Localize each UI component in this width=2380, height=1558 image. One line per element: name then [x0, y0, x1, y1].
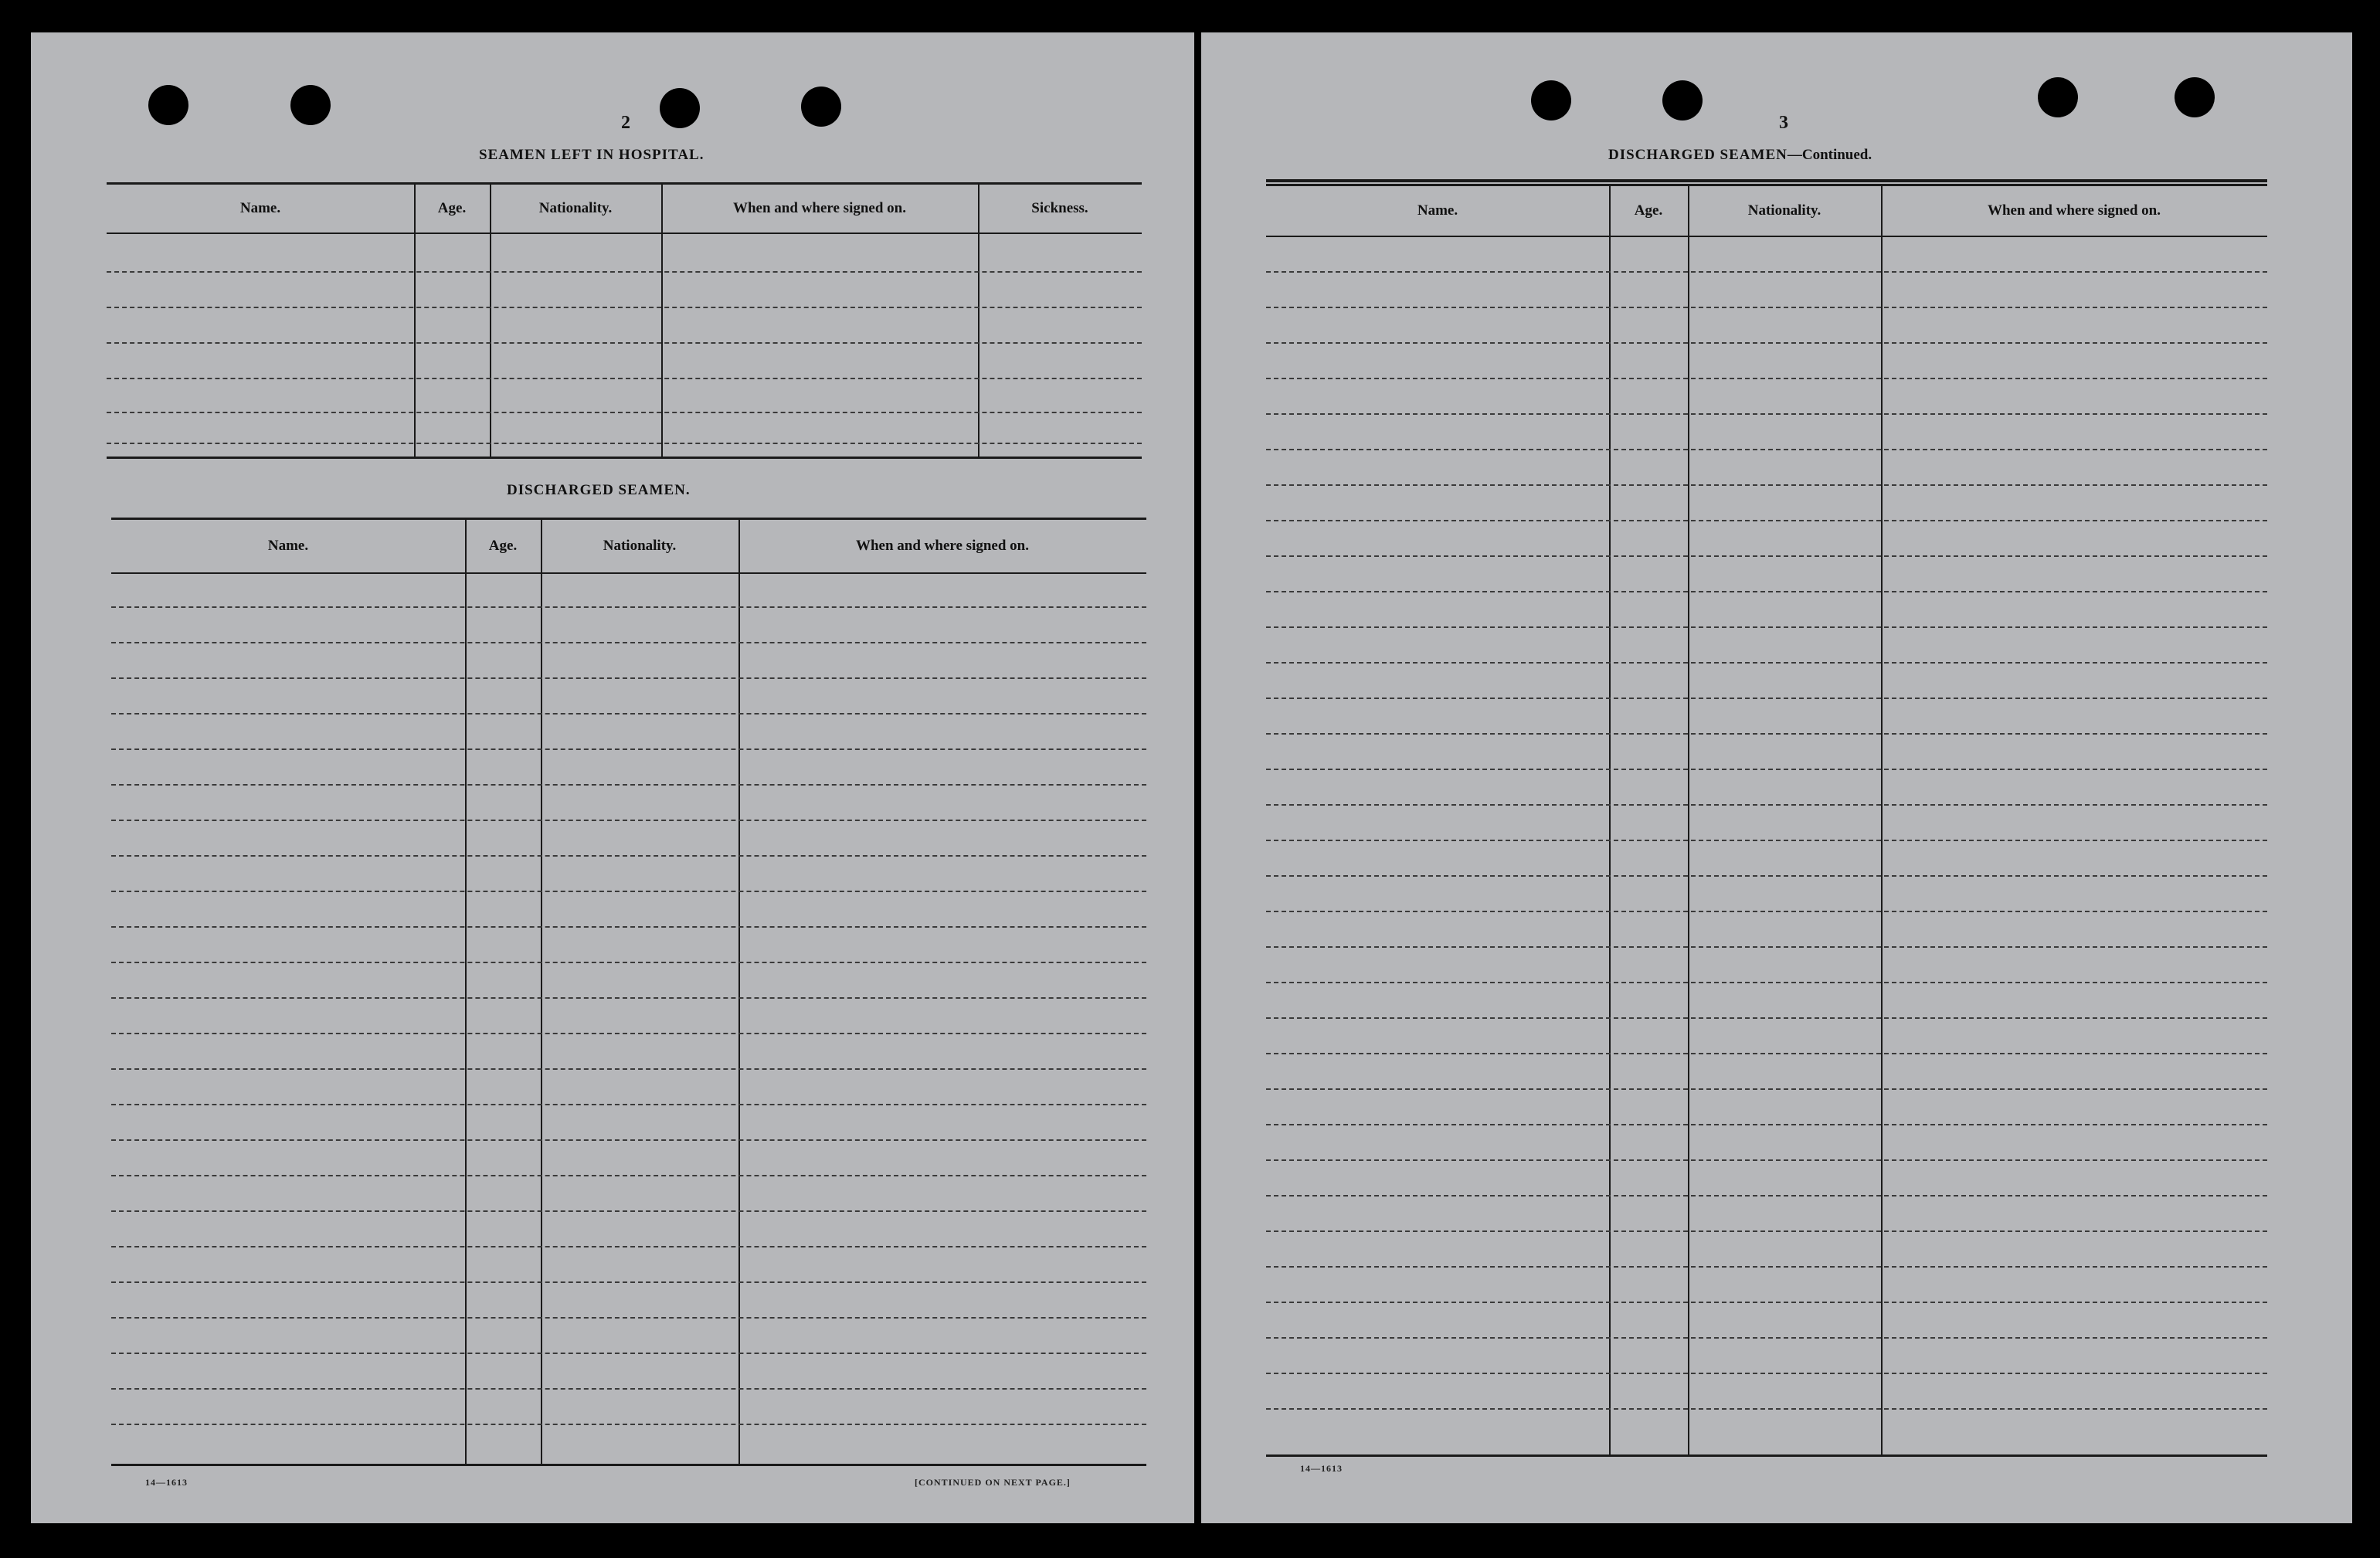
row-rule	[107, 342, 1142, 344]
discharged-table-header	[111, 520, 1146, 574]
column-header-age: Age.	[1634, 202, 1663, 219]
row-rule	[111, 1281, 1146, 1283]
column-divider	[1881, 186, 1883, 1454]
row-rule	[111, 713, 1146, 715]
row-rule	[111, 855, 1146, 857]
punch-hole	[148, 85, 188, 125]
row-rule	[107, 412, 1142, 413]
form-code: 14—1613	[145, 1477, 188, 1488]
column-divider	[978, 185, 980, 457]
row-rule	[111, 1139, 1146, 1141]
column-divider	[1688, 186, 1689, 1454]
column-divider	[414, 185, 416, 457]
row-rule	[111, 606, 1146, 608]
column-divider	[490, 185, 491, 457]
form-code: 14—1613	[1300, 1463, 1343, 1474]
row-rule	[111, 820, 1146, 821]
row-rule	[1266, 342, 2267, 344]
column-header-nationality: Nationality.	[538, 200, 613, 216]
row-rule	[1266, 1230, 2267, 1232]
left-page	[31, 32, 1194, 1523]
row-rule	[1266, 875, 2267, 877]
row-rule	[111, 962, 1146, 963]
row-rule	[1266, 307, 2267, 308]
row-rule	[111, 1246, 1146, 1247]
row-rule	[1266, 1408, 2267, 1410]
row-rule	[111, 1388, 1146, 1390]
row-rule	[1266, 626, 2267, 628]
row-rule	[111, 1104, 1146, 1105]
row-rule	[1266, 449, 2267, 450]
punch-hole	[2175, 77, 2215, 117]
punch-hole	[1531, 80, 1571, 120]
row-rule	[111, 642, 1146, 643]
row-rule	[1266, 1337, 2267, 1339]
section-title-main: DISCHARGED SEAMEN	[1608, 147, 1788, 163]
punch-hole	[801, 87, 841, 127]
row-rule	[1266, 520, 2267, 521]
column-header-age: Age.	[488, 538, 518, 554]
row-rule	[1266, 733, 2267, 735]
row-rule	[1266, 1266, 2267, 1268]
row-rule	[1266, 591, 2267, 592]
punch-hole	[1662, 80, 1703, 120]
row-rule	[111, 926, 1146, 928]
row-rule	[111, 1210, 1146, 1212]
continued-note: [CONTINUED ON NEXT PAGE.]	[915, 1477, 1071, 1488]
row-rule	[1266, 1302, 2267, 1303]
column-header-sickness: Sickness.	[1031, 200, 1088, 216]
row-rule	[1266, 1195, 2267, 1197]
row-rule	[107, 378, 1142, 379]
row-rule	[1266, 769, 2267, 770]
row-rule	[111, 784, 1146, 786]
row-rule	[1266, 698, 2267, 699]
discharged-table	[111, 518, 1146, 1466]
punch-hole	[660, 88, 700, 128]
row-rule	[1266, 804, 2267, 806]
column-header-nationality: Nationality.	[603, 538, 677, 554]
hospital-section-title: SEAMEN LEFT IN HOSPITAL.	[479, 147, 704, 163]
row-rule	[1266, 1159, 2267, 1161]
column-header-signed-on: When and where signed on.	[732, 200, 906, 216]
row-rule	[1266, 484, 2267, 486]
column-header-name: Name.	[1417, 202, 1458, 219]
row-rule	[1266, 662, 2267, 664]
column-divider	[1609, 186, 1611, 1454]
row-rule	[1266, 555, 2267, 557]
row-rule	[1266, 911, 2267, 912]
column-header-name: Name.	[239, 200, 281, 216]
row-rule	[1266, 840, 2267, 841]
row-rule	[1266, 1373, 2267, 1374]
row-rule	[107, 271, 1142, 273]
row-rule	[1266, 1088, 2267, 1090]
row-rule	[1266, 1017, 2267, 1019]
column-header-signed-on: When and where signed on.	[1987, 202, 2161, 219]
row-rule	[1266, 946, 2267, 948]
discharged-continued-title	[1608, 147, 1872, 164]
column-header-signed-on: When and where signed on.	[855, 538, 1029, 554]
row-rule	[1266, 1124, 2267, 1125]
punch-hole	[2038, 77, 2078, 117]
column-divider	[465, 520, 467, 1464]
row-rule	[111, 1033, 1146, 1034]
top-rule	[1266, 179, 2267, 182]
row-rule	[111, 1353, 1146, 1354]
row-rule	[111, 1175, 1146, 1176]
discharged-continued-table	[1266, 184, 2267, 1457]
row-rule	[111, 748, 1146, 750]
row-rule	[107, 307, 1142, 308]
discharged-continued-table-header	[1266, 186, 2267, 237]
page-number: 3	[1779, 113, 1788, 133]
discharged-section-title: DISCHARGED SEAMEN.	[507, 482, 691, 498]
row-rule	[111, 677, 1146, 679]
row-rule	[107, 443, 1142, 444]
row-rule	[1266, 413, 2267, 415]
column-divider	[738, 520, 740, 1464]
hospital-table-header	[107, 185, 1142, 234]
column-divider	[661, 185, 663, 457]
right-page	[1201, 32, 2352, 1523]
row-rule	[111, 1068, 1146, 1070]
punch-hole	[290, 85, 331, 125]
column-header-nationality: Nationality.	[1747, 202, 1821, 219]
page-number: 2	[621, 113, 630, 133]
row-rule	[111, 891, 1146, 892]
row-rule	[1266, 1053, 2267, 1054]
column-header-age: Age.	[437, 200, 467, 216]
row-rule	[111, 997, 1146, 999]
column-header-name: Name.	[267, 538, 309, 554]
row-rule	[111, 1317, 1146, 1319]
row-rule	[111, 1424, 1146, 1425]
row-rule	[1266, 378, 2267, 379]
row-rule	[1266, 982, 2267, 983]
row-rule	[1266, 271, 2267, 273]
column-divider	[541, 520, 542, 1464]
section-title-continued: —Continued.	[1787, 147, 1872, 163]
hospital-table	[107, 182, 1142, 459]
